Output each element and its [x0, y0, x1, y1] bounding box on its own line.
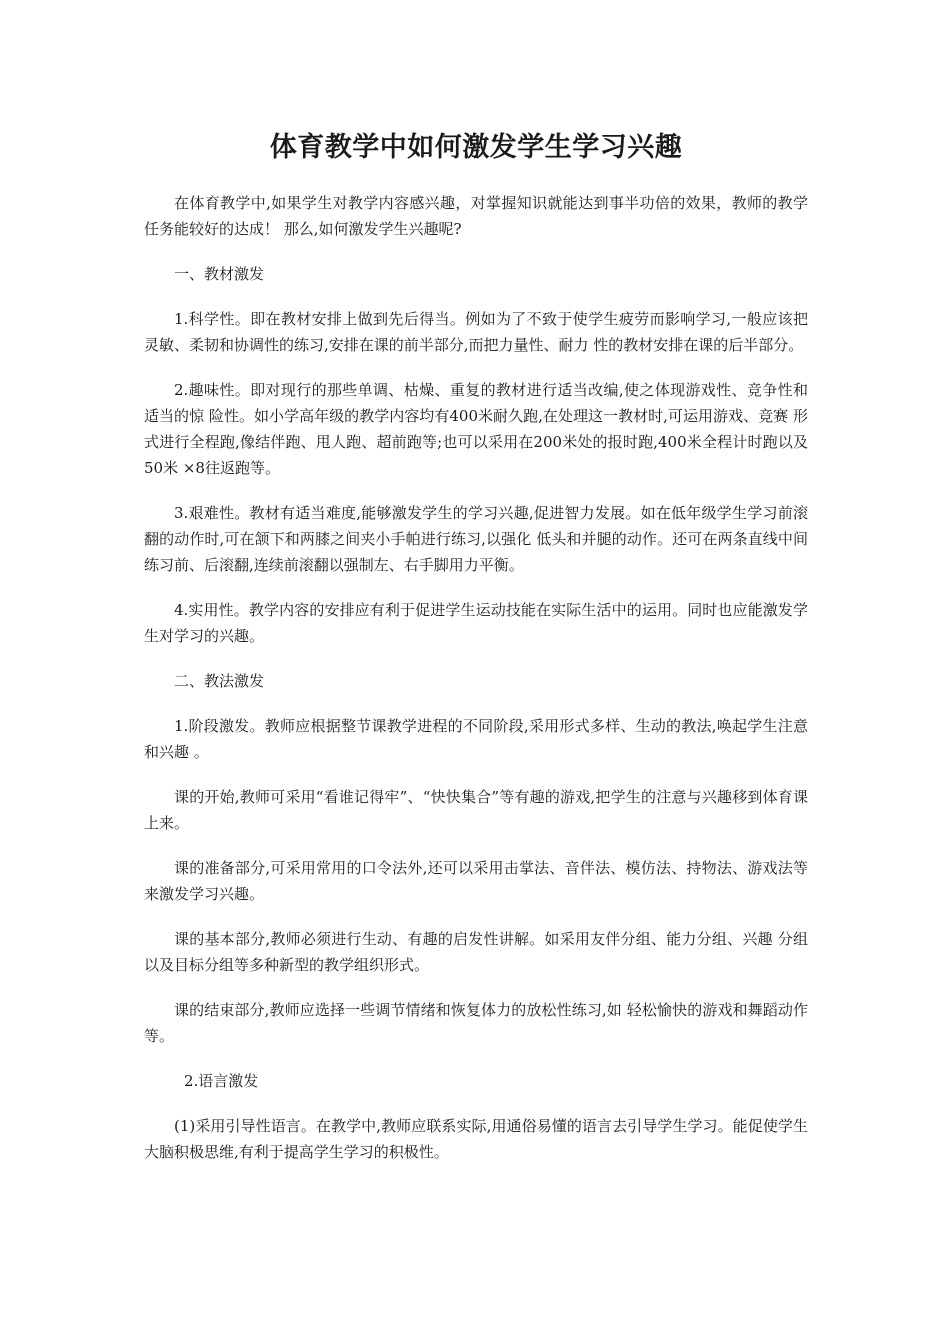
- paragraph-class-start: 课的开始,教师可采用“看谁记得牢”、“快快集合”等有趣的游戏,把学生的注意与兴趣移到体育课上来。: [144, 788, 808, 832]
- document-title: 体育教学中如何激发学生学习兴趣: [269, 132, 683, 163]
- paragraph-guiding-language: (1)采用引导性语言。在教学中,教师应联系实际,用通俗易懂的语言去引导学生学习。能促使学生大脑积极思维,有利于提高学生学习的积极性。: [144, 1117, 808, 1161]
- paragraph-class-main: 课的基本部分,教师必须进行生动、有趣的启发性讲解。如采用友伴分组、能力分组、兴趣 分组以及目标分组等多种新型的教学组织形式。: [144, 930, 808, 974]
- paragraph-class-preparation: 课的准备部分,可采用常用的口令法外,还可以采用击掌法、音伴法、模仿法、持物法、游戏法等来激发学习兴趣。: [144, 859, 808, 903]
- document-page: [144, 128, 808, 1184]
- section-heading-materials: 一、教材激发: [174, 265, 265, 283]
- section-heading-methods: 二、教法激发: [174, 672, 265, 690]
- paragraph-practicality: 4.实用性。教学内容的安排应有利于促进学生运动技能在实际生活中的运用。同时也应能激发学生对学习的兴趣。: [144, 601, 808, 645]
- subsection-heading-language: 2.语言激发: [184, 1072, 259, 1090]
- paragraph-stage-motivation: 1.阶段激发。教师应根据整节课教学进程的不同阶段,采用形式多样、生动的教法,唤起学生注意和兴趣 。: [144, 717, 808, 761]
- paragraph-class-ending: 课的结束部分,教师应选择一些调节情绪和恢复体力的放松性练习,如 轻松愉快的游戏和舞蹈动作等。: [144, 1001, 808, 1045]
- intro-paragraph: 在体育教学中,如果学生对教学内容感兴趣，对掌握知识就能达到事半功倍的效果，教师的教学任务能较好的达成！ 那么,如何激发学生兴趣呢?: [144, 194, 808, 238]
- paragraph-interest: 2.趣味性。即对现行的那些单调、枯燥、重复的教材进行适当改编,使之体现游戏性、竞争性和适当的惊 险性。如小学高年级的教学内容均有400米耐久跑,在处理这一教材时,可运用游戏、竞赛 形式进行全程跑,像结伴跑、甩人跑、超前跑等;也可以采用在200米处的报时跑,400米全程计时跑以及50米 ×8往返跑等。: [144, 381, 808, 477]
- paragraph-difficulty: 3.艰难性。教材有适当难度,能够激发学生的学习兴趣,促进智力发展。如在低年级学生学习前滚翻的动作时,可在颔下和两膝之间夹小手帕进行练习,以强化 低头和并腿的动作。还可在两条直线中间练习前、后滚翻,连续前滚翻以强制左、右手脚用力平衡。: [144, 504, 808, 574]
- paragraph-scientific: 1.科学性。即在教材安排上做到先后得当。例如为了不致于使学生疲劳而影响学习,一般应该把灵敏、柔韧和协调性的练习,安排在课的前半部分,而把力量性、耐力 性的教材安排在课的后半部分。: [144, 310, 808, 354]
